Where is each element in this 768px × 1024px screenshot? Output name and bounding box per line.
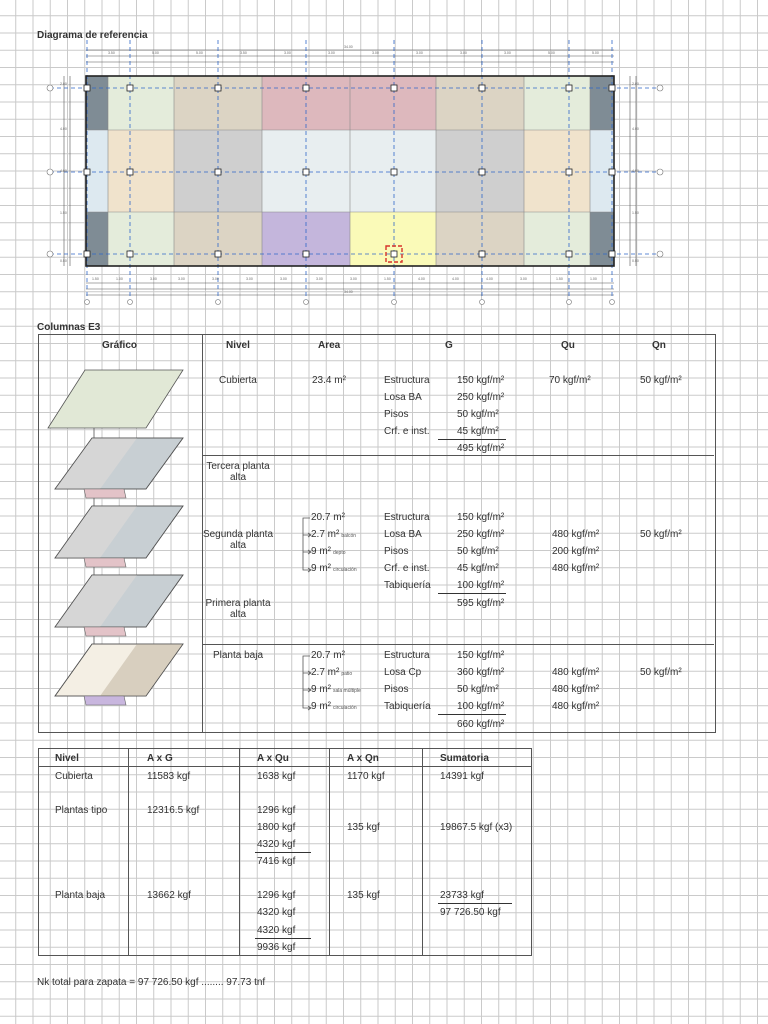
- summary-axqu: 1296 kgf: [257, 805, 296, 816]
- qn-value: 50 kgf/m²: [640, 667, 682, 678]
- item-row: Losa BA: [384, 392, 422, 403]
- dimension-label: 3.00: [150, 277, 157, 281]
- dimension-label: 5.00: [152, 51, 159, 55]
- dimension-label: 1.00: [590, 277, 597, 281]
- nivel-segunda: Segunda planta: [202, 529, 274, 540]
- summary-axqn: 135 kgf: [347, 822, 380, 833]
- summary-axqn: 135 kgf: [347, 890, 380, 901]
- summary-sum: 19867.5 kgf (x3): [440, 822, 513, 833]
- g-value: 100 kgf/m²: [457, 701, 505, 712]
- summary-nivel: Planta baja: [55, 890, 106, 901]
- g-value: 50 kgf/m²: [457, 409, 499, 420]
- dimension-label: 0.50: [60, 259, 67, 263]
- item-row: Tabiquería: [384, 580, 431, 591]
- summary-nivel: Plantas tipo: [55, 805, 108, 816]
- columns-title: Columnas E3: [37, 322, 101, 333]
- area-cubierta: 23.4 m²: [312, 375, 346, 386]
- header-area: Area: [318, 340, 341, 351]
- header-nivel: Nivel: [226, 340, 250, 351]
- qu-value: 480 kgf/m²: [552, 701, 600, 712]
- g-value: 360 kgf/m²: [457, 667, 505, 678]
- g-value: 100 kgf/m²: [457, 580, 505, 591]
- summary-sum-total: 97 726.50 kgf: [440, 907, 501, 918]
- nivel-tercera-b: alta: [229, 472, 247, 483]
- dimension-label: 3.00: [520, 277, 527, 281]
- g-value: 50 kgf/m²: [457, 546, 499, 557]
- dimension-label: 3.00: [280, 277, 287, 281]
- g-value: 250 kgf/m²: [457, 392, 505, 403]
- dimension-label: 5.00: [196, 51, 203, 55]
- dimension-label: 1.50: [556, 277, 563, 281]
- qu-value: 480 kgf/m²: [552, 684, 600, 695]
- g-value: 50 kgf/m²: [457, 684, 499, 695]
- summary-axqu-total: 7416 kgf: [257, 856, 296, 867]
- header-qn: Qn: [652, 340, 666, 351]
- area-segunda: 20.7 m²: [311, 512, 345, 523]
- dimension-label: 4.00: [418, 277, 425, 281]
- item-row: Losa Cp: [384, 667, 422, 678]
- g-value: 150 kgf/m²: [457, 512, 505, 523]
- qu-value: 480 kgf/m²: [552, 667, 600, 678]
- item-row: Pisos: [384, 546, 409, 557]
- dimension-label: 1.50: [632, 211, 639, 215]
- summary-header-axqu: A x Qu: [257, 753, 289, 764]
- dimension-label: 3.00: [416, 51, 423, 55]
- nivel-segunda-b: alta: [229, 540, 247, 551]
- dimension-label: 3.50: [240, 51, 247, 55]
- g-value: 45 kgf/m²: [457, 563, 499, 574]
- dimension-label: 5.00: [592, 51, 599, 55]
- dimension-label: 1.50: [60, 211, 67, 215]
- area-baja: 9 m² circulación: [311, 701, 357, 712]
- summary-header-axg: A x G: [147, 753, 173, 764]
- summary-axqu: 4320 kgf: [257, 907, 296, 918]
- area-segunda: 2.7 m² balcón: [311, 529, 357, 540]
- qu-value: 480 kgf/m²: [552, 529, 600, 540]
- dimension-label: 1.00: [116, 277, 123, 281]
- summary-header-sumatoria: Sumatoria: [440, 753, 489, 764]
- qu-value: 480 kgf/m²: [552, 563, 600, 574]
- item-row: Losa BA: [384, 529, 422, 540]
- dimension-label: 3.00: [460, 51, 467, 55]
- item-row: Crf. e inst.: [384, 563, 430, 574]
- dimension-label: 3.00: [504, 51, 511, 55]
- g-value: 150 kgf/m²: [457, 650, 505, 661]
- nivel-baja: Planta baja: [212, 650, 264, 661]
- dimension-label: 3.00: [372, 51, 379, 55]
- header-g: G: [445, 340, 453, 351]
- qn-value: 50 kgf/m²: [640, 529, 682, 540]
- dimension-label: 34.00: [344, 290, 353, 294]
- summary-sum: 14391 kgf: [440, 771, 484, 782]
- summary-axg: 11583 kgf: [147, 771, 191, 782]
- item-row: Estructura: [384, 650, 430, 661]
- item-row: Tabiquería: [384, 701, 431, 712]
- summary-sum: 23733 kgf: [440, 890, 484, 901]
- floor-plan-diagram: [0, 0, 768, 330]
- dimension-label: 4.00: [632, 127, 639, 131]
- dimension-label: 3.50: [108, 51, 115, 55]
- summary-header-nivel: Nivel: [55, 753, 79, 764]
- summary-axg: 13662 kgf: [147, 890, 191, 901]
- dimension-label: 2.00: [60, 82, 67, 86]
- dimension-label: 1.50: [92, 277, 99, 281]
- nivel-primera-b: alta: [229, 609, 247, 620]
- g-value: 150 kgf/m²: [457, 375, 505, 386]
- item-row: Estructura: [384, 375, 430, 386]
- dimension-label: 0.50: [632, 259, 639, 263]
- dimension-label: 1.50: [384, 277, 391, 281]
- area-segunda: 9 m² depto: [311, 546, 346, 557]
- diagram-title: Diagrama de referencia: [37, 30, 148, 41]
- item-row: Pisos: [384, 684, 409, 695]
- nivel-primera: Primera planta: [205, 598, 271, 609]
- dimension-label: 4.00: [60, 169, 67, 173]
- area-baja: 20.7 m²: [311, 650, 345, 661]
- nivel-tercera: Tercera planta: [206, 461, 270, 472]
- qu-value: 200 kgf/m²: [552, 546, 600, 557]
- dimension-label: 34.00: [344, 45, 353, 49]
- header-qu: Qu: [561, 340, 575, 351]
- dimension-label: 3.00: [178, 277, 185, 281]
- summary-header-axqn: A x Qn: [347, 753, 379, 764]
- dimension-label: 5.00: [548, 51, 555, 55]
- summary-axqu: 1296 kgf: [257, 890, 296, 901]
- area-baja: 2.7 m² patio: [311, 667, 353, 678]
- dimension-label: 4.00: [452, 277, 459, 281]
- dimension-label: 3.00: [316, 277, 323, 281]
- g-value: 45 kgf/m²: [457, 426, 499, 437]
- dimension-label: 3.00: [212, 277, 219, 281]
- qn-value: 50 kgf/m²: [640, 375, 682, 386]
- total-load-text: Nk total para zapata = 97 726.50 kgf ........ 97.73 tnf: [37, 977, 266, 988]
- qu-value: 70 kgf/m²: [549, 375, 591, 386]
- nivel-cubierta: Cubierta: [219, 375, 257, 386]
- summary-axqu-total: 9936 kgf: [257, 942, 296, 953]
- summary-axqn: 1170 kgf: [347, 771, 385, 782]
- slab-stack-graphic: [40, 355, 200, 715]
- summary-axqu: 4320 kgf: [257, 925, 296, 936]
- item-row: Pisos: [384, 409, 409, 420]
- g-total: 495 kgf/m²: [457, 443, 505, 454]
- dimension-label: 4.00: [486, 277, 493, 281]
- area-baja: 9 m² sala múltiple: [311, 684, 361, 695]
- g-total: 660 kgf/m²: [457, 719, 505, 730]
- summary-axqu: 1638 kgf: [257, 771, 296, 782]
- dimension-label: 3.00: [328, 51, 335, 55]
- summary-axg: 12316.5 kgf: [147, 805, 200, 816]
- header-grafico: Gráfico: [102, 340, 138, 351]
- g-value: 250 kgf/m²: [457, 529, 505, 540]
- summary-axqu: 1800 kgf: [257, 822, 296, 833]
- dimension-label: 4.00: [60, 127, 67, 131]
- dimension-label: 3.00: [350, 277, 357, 281]
- dimension-label: 3.00: [246, 277, 253, 281]
- dimension-label: 2.00: [632, 82, 639, 86]
- summary-axqu: 4320 kgf: [257, 839, 296, 850]
- item-row: Crf. e inst.: [384, 426, 430, 437]
- dimension-label: 3.00: [284, 51, 291, 55]
- g-total: 595 kgf/m²: [457, 598, 505, 609]
- summary-nivel: Cubierta: [55, 771, 93, 782]
- area-segunda: 9 m² circulación: [311, 563, 357, 574]
- item-row: Estructura: [384, 512, 430, 523]
- dimension-label: 4.00: [632, 169, 639, 173]
